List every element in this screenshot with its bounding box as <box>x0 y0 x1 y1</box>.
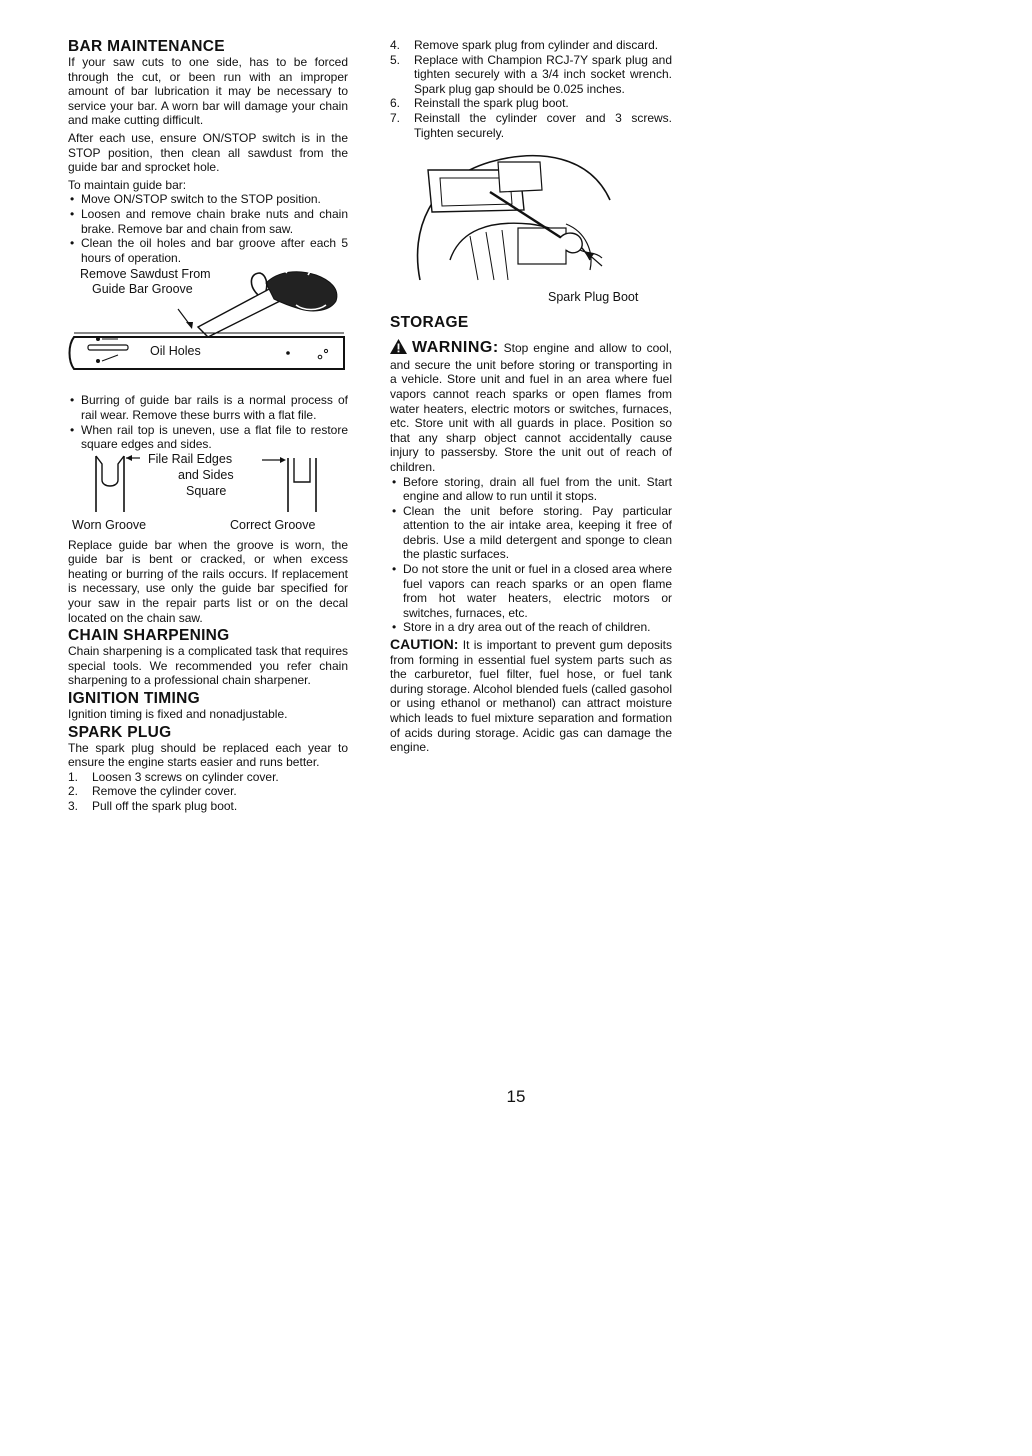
bar-maintenance-heading: BAR MAINTENANCE <box>68 38 225 55</box>
list-item: • Store in a dry area out of the reach of children. <box>390 620 672 635</box>
guide-bar-cleaning-figure <box>68 265 348 393</box>
ignition-timing-text: Ignition timing is fixed and nonadjustable. <box>68 707 288 722</box>
warning-text: Stop engine and allow to cool, and secure the unit before storing or transporting in a vehicle. Store unit and fuel in an area where fuel vapors cannot reach sparks or open flames from water heaters, electric motors or switches, furnaces, etc. Store unit with all guards in place. Position so that any sharp object cannot accidentally cause injury to passersby. Store the unit out of reach of children. <box>390 341 672 474</box>
list-item: 6. Reinstall the spark plug boot. <box>390 96 569 111</box>
figure-label-worn-groove: Worn Groove <box>72 517 147 532</box>
spark-plug-text: The spark plug should be replaced each year to ensure the engine starts easier and runs better. <box>68 740 348 770</box>
figure-label-oil-holes: Oil Holes <box>150 344 201 359</box>
list-item: • Move ON/STOP switch to the STOP position. <box>68 192 348 207</box>
figure-label-spark-plug-boot: Spark Plug Boot <box>548 290 639 305</box>
list-item: 1. Loosen 3 screws on cylinder cover. <box>68 769 279 784</box>
list-item: • Clean the unit before storing. Pay particular attention to the air intake area, keeping it free of debris. Use a mild detergent and sponge to clean the plastic surfaces. <box>390 504 672 562</box>
list-item: 5. Replace with Champion RCJ-7Y spark plug and tighten securely with a 3/4 inch socket wrench. Spark plug gap should be 0.025 inches. <box>390 52 672 96</box>
list-item: • Clean the oil holes and bar groove after each 5 hours of operation. <box>68 236 348 265</box>
figure-label-guide-bar-groove: Guide Bar Groove <box>92 282 193 297</box>
bar-maintenance-list <box>68 192 348 265</box>
list-item: 7. Reinstall the cylinder cover and 3 screws. Tighten securely. <box>390 110 672 140</box>
replace-guide-bar-text: Replace guide bar when the groove is worn, the guide bar is bent or cracked, or when excess heating or burring of the rails occurs. If replacement is necessary, use only the guide bar specified for your saw in the repair parts list or on the decal located on the chain saw. <box>68 537 348 625</box>
left-column <box>68 38 348 814</box>
spark-plug-heading: SPARK PLUG <box>68 723 172 741</box>
chain-sharpening-text: Chain sharpening is a complicated task that requires special tools. We recommended you refer chain sharpening to a professional chain sharpener. <box>68 644 348 688</box>
figure-label-file-rail-edges: File Rail Edges <box>148 451 233 466</box>
burring-list <box>68 393 348 451</box>
warning-label: WARNING: <box>411 339 499 357</box>
storage-heading: STORAGE <box>390 314 469 332</box>
caution-text: It is important to prevent gum deposits from forming in essential fuel system parts such as the carburetor, fuel filter, fuel hose, or fuel tank during storage. Alcohol blended fuels (called gasohol or using ethanol or methanol) can attract moisture which leads to fuel mixture separation and formation of acids during storage. Acidic gas can damage the engine. <box>390 638 672 755</box>
storage-warning <box>390 339 672 474</box>
spark-plug-steps-1-3 <box>68 770 348 814</box>
list-item: • Before storing, drain all fuel from the unit. Start engine and allow to run until it stops. <box>390 475 672 504</box>
figure-label-square: Square <box>186 483 227 498</box>
bar-maintenance-intro: If your saw cuts to one side, has to be forced through the cut, or been run with an improper amount of bar lubrication it may be necessary to service your bar. A worn bar will damage your chain and make cutting difficult. <box>68 55 348 128</box>
figure-label-and-sides: and Sides <box>178 467 234 482</box>
list-item: • Loosen and remove chain brake nuts and chain brake. Remove bar and chain from saw. <box>68 207 348 236</box>
right-column <box>390 38 672 755</box>
spark-plug-steps-4-7 <box>390 38 672 140</box>
list-item: • Burring of guide bar rails is a normal process of rail wear. Remove these burrs with a flat file. <box>68 393 348 422</box>
chain-sharpening-heading: CHAIN SHARPENING <box>68 627 230 645</box>
list-item: 2. Remove the cylinder cover. <box>68 784 237 799</box>
storage-caution <box>390 637 672 755</box>
figure-label-remove-sawdust: Remove Sawdust From <box>80 267 211 282</box>
list-item: • When rail top is uneven, use a flat file to restore square edges and sides. <box>68 423 348 452</box>
list-item: 4. Remove spark plug from cylinder and discard. <box>390 38 659 52</box>
groove-comparison-figure <box>68 452 348 538</box>
page-number: 15 <box>506 1087 526 1106</box>
bar-maintenance-after-use: After each use, ensure ON/STOP switch is in the STOP position, then clean all sawdust from the guide bar and sprocket hole. <box>68 130 348 175</box>
warning-triangle-icon <box>390 339 407 358</box>
list-item: 3. Pull off the spark plug boot. <box>68 799 238 813</box>
ignition-timing-heading: IGNITION TIMING <box>68 690 200 708</box>
spark-plug-figure <box>390 140 672 308</box>
figure-label-correct-groove: Correct Groove <box>230 517 316 532</box>
caution-label: CAUTION: <box>390 636 459 653</box>
engine-cylinder-illustration <box>390 140 672 308</box>
list-item: • Do not store the unit or fuel in a closed area where fuel vapors can reach sparks or an open flame from hot water heaters, electric motors or switches, furnaces, etc. <box>390 562 672 620</box>
bar-maintenance-steps-intro: To maintain guide bar: <box>68 177 187 192</box>
storage-list <box>390 475 672 636</box>
